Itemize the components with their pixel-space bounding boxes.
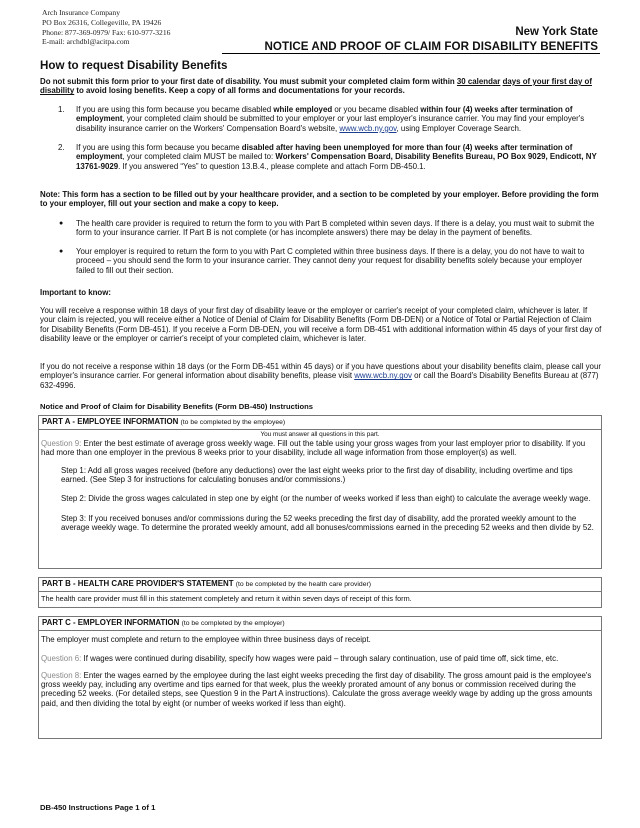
step-3-text: Step 3: If you received bonuses and/or commissions during the 52 weeks preceding the first day of disability, add the prorated weekly amount to the average weekly wage. To determine the prorated weekly amount, add all bonuses/commissions earned in the preceding 52 weeks and then divide by 52. — [61, 513, 594, 532]
part-b-box — [38, 577, 602, 608]
company-email: E-mail: archdbl@acitpa.com — [42, 37, 130, 47]
step-1-text: Step 1: Add all gross wages received (before any deductions) over the last eight weeks prior to the first day of disability, including overtime and tips earned. (See Step 3 for instructions for calculating bonuses and/or commissions.) — [61, 466, 573, 485]
step-2-text: Step 2: Divide the gross wages calculated in step one by eight (or the number of weeks worked if less than eight) to calculate the average weekly wage. — [61, 494, 591, 504]
bullet-icon: ● — [59, 220, 64, 227]
bullet-item: ● Your employer is required to return the form to you with Part C completed within three business days. If there is a delay, you do not have to wait to proceed – you should send the form to your insurance carrier. They cannot deny your request for disability benefits solely because your employer failed to fill out their section. — [59, 247, 585, 275]
state-title: New York State — [515, 26, 598, 38]
wcb-website-link[interactable]: www.wcb.ny.gov — [339, 123, 397, 133]
title-divider — [222, 53, 600, 54]
list-item: 2. If you are using this form because you became disabled after having been unemployed for more than four (4) weeks after termination of employment, your completed claim MUST be mailed to: Workers' Compensation Board, Disability Benefits Bureau, PO Box 9029, Endicott, NY 13761-9029. If you answered “Yes” to question 13.B.4., please complete and attach Form DB-450.1. — [58, 143, 597, 171]
question-8-text: Question 8: Enter the wages earned by the employee during the last eight weeks preceding the first day of disability. The gross amount paid is the employee's gross weekly pay, including any overtime and tips earned for that week, plus the weekly prorated amount of any bonus or commission received during the preceding 52 weeks. (For detailed steps, see Question 9 in the Part A instructions). Calculate the gross average weekly wage by adding up the gross amounts paid, and then dividing the total by eight (or number of weeks worked if less than eight). — [41, 671, 593, 708]
question-9-text: Question 9: Enter the best estimate of average gross weekly wage. Fill out the table using your gross wages from your last employer prior to disability. If you had more than one employer in the previous 8 weeks prior to your disability, include all wage information from those employer(s) as well. — [41, 438, 586, 457]
part-a-must-answer: You must answer all questions in this part. — [260, 430, 380, 438]
bullet-item: ● The health care provider is required to return the form to you with Part B completed within seven days. If there is a delay, you must wait to submit the form to your insurance carrier. If Part B is not complete (or has incomplete answers) there may be delay in the payment of benefits. — [59, 219, 595, 238]
bullet-icon: ● — [59, 248, 64, 255]
part-a-box — [38, 415, 602, 569]
wcb-website-link[interactable]: www.wcb.ny.gov — [354, 371, 412, 381]
page-heading: How to request Disability Benefits — [40, 59, 228, 72]
part-b-header: PART B - HEALTH CARE PROVIDER'S STATEMENT (to be completed by the health care provider) — [39, 578, 601, 592]
company-name: Arch Insurance Company — [42, 8, 121, 17]
question-6-text: Question 6: If wages were continued during disability, specify how wages were paid – through salary continuation, use of paid time off, sick time, etc. — [41, 653, 559, 663]
intro-paragraph: Do not submit this form prior to your first date of disability. You must submit your completed claim form within 30 calendar days of your first day of disability to avoid losing benefits. Keep a copy of all forms and documentations for your records. — [40, 77, 593, 96]
part-c-box — [38, 616, 602, 739]
important-heading: Important to know: — [40, 288, 112, 297]
form-title: NOTICE AND PROOF OF CLAIM FOR DISABILITY BENEFITS — [264, 40, 598, 53]
company-phone-fax: Phone: 877-369-0979/ Fax: 610-977-3216 — [42, 27, 171, 37]
part-c-intro: The employer must complete and return to the employee within three business days of receipt. — [41, 634, 371, 644]
company-address-block — [42, 8, 170, 47]
part-b-body: The health care provider must fill in this statement completely and return it within seven days of receipt of this form. — [41, 593, 412, 603]
important-paragraph-1: You will receive a response within 18 days of your first day of disability leave or the employer or carrier's receipt of your completed claim, whichever is later. If your claim is rejected, you will receive either a Notice of Denial of Claim for Disability Benefits (Form DB-DEN) or a Notice of Total or Partial Rejection of Claim for Disability Benefits (Form DB-451). If you receive a Form DB-DEN, you will receive a form DB-451 with additional information within 45 days of your first day of disability leave or the employer or carrier's receipt of your completed claim, whichever is later. — [40, 306, 602, 344]
list-item: 1. If you are using this form because you became disabled while employed or you became disabled within four (4) weeks after termination of employment, your completed claim should be submitted to your employer or your last employer's insurance carrier. You may find your employer's disability insurance carrier on the Workers' Compensation Board's website, www.wcb.ny.gov, using Employer Coverage Search. — [58, 105, 585, 133]
instructions-title: Notice and Proof of Claim for Disability Benefits (Form DB-450) Instructions — [40, 402, 313, 411]
part-a-header: PART A - EMPLOYEE INFORMATION (to be completed by the employee) — [39, 416, 601, 430]
part-c-header: PART C - EMPLOYER INFORMATION (to be completed by the employer) — [39, 617, 601, 631]
note-paragraph: Note: This form has a section to be filled out by your healthcare provider, and a section to be completed by your employer. Before providing the form to your employer, fill out your section and make a copy to keep. — [40, 190, 599, 209]
important-paragraph-2: If you do not receive a response within 18 days (or the Form DB-451 within 45 days) or if you have questions about your disability benefits claim, please call your employer's insurance carrier. For general information about disability benefits, please visit www.wcb.ny.gov or call the Board's Disability Benefits Bureau at (877) 632-4996. — [40, 362, 601, 390]
page-footer: DB-450 Instructions Page 1 of 1 — [40, 803, 156, 812]
company-address: PO Box 26316, Collegeville, PA 19426 — [42, 17, 162, 27]
